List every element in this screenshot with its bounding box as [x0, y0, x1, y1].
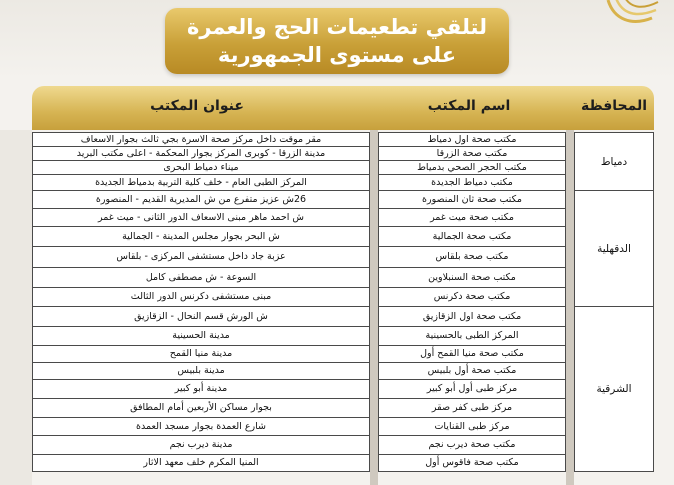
governorate-cell: دمياط	[574, 132, 654, 191]
header-office-address: عنوان المكتب	[150, 98, 244, 114]
office-name-cell: مكتب صحة الزرقا	[378, 146, 566, 161]
office-address-cell: مدينة الحسينية	[32, 326, 370, 346]
office-address-cell: ش احمد ماهر مبنى الاسعاف الدور الثانى - ميت غمر	[32, 208, 370, 227]
office-address-cell: المنيا المكرم خلف معهد الاثار	[32, 454, 370, 472]
office-name-cell: المركز الطبى بالحسينية	[378, 326, 566, 346]
office-name-cell: مركز طبى كفر صقر	[378, 398, 566, 418]
governorate-cell: الدقهلية	[574, 190, 654, 307]
office-address-cell: السوعة - ش مصطفى كامل	[32, 267, 370, 288]
office-name-cell: مكتب صحة ميت غمر	[378, 208, 566, 227]
office-address-cell: عزبة جاد داخل مستشفى المركزى - بلقاس	[32, 246, 370, 268]
office-name-cell: مكتب دمياط الجديدة	[378, 174, 566, 191]
office-address-cell: 26ش عزيز متفرع من ش المديرية القديم - المنصورة	[32, 190, 370, 209]
office-address-cell: ش البحر بجوار مجلس المدينة - الجمالية	[32, 226, 370, 247]
office-name-cell: مكتب صحة اول الزقازيق	[378, 306, 566, 327]
header-office-name: اسم المكتب	[427, 98, 511, 114]
office-name-cell: مركز طبى أول أبو كبير	[378, 379, 566, 399]
office-name-cell: مركز طبى القنايات	[378, 417, 566, 436]
office-address-cell: ش الورش قسم النحال - الزقازيق	[32, 306, 370, 327]
office-name-cell: مكتب صحة فاقوس أول	[378, 454, 566, 472]
office-name-cell: مكتب صحة الجمالية	[378, 226, 566, 247]
governorate-cell: الشرقية	[574, 306, 654, 472]
title-line-2: على مستوى الجمهورية	[217, 43, 457, 67]
office-name-cell: مكتب صحة السنبلاوين	[378, 267, 566, 288]
office-name-cell: مكتب صحة منيا القمح أول	[378, 345, 566, 363]
office-address-cell: مدينة منيا القمح	[32, 345, 370, 363]
office-address-cell: مقر موقت داخل مركز صحة الاسرة بجي ثالث بجوار الاسعاف	[32, 132, 370, 147]
office-name-cell: مكتب صحة ثان المنصورة	[378, 190, 566, 209]
office-address-cell: ميناء دمياط البحرى	[32, 160, 370, 175]
title-line-1: لتلقي تطعيمات الحج والعمرة	[186, 15, 488, 39]
office-address-cell: شارع العمدة بجوار مسجد العمدة	[32, 417, 370, 436]
office-name-cell: مكتب صحة أول بلبيس	[378, 362, 566, 380]
office-address-cell: بجوار مساكن الأربعين أمام المطافق	[32, 398, 370, 418]
office-name-cell: مكتب صحة بلقاس	[378, 246, 566, 268]
office-address-cell: مدينة أبو كبير	[32, 379, 370, 399]
office-name-cell: مكتب صحة دكرنس	[378, 287, 566, 307]
office-name-cell: مكتب صحة اول دمياط	[378, 132, 566, 147]
office-address-cell: مدينة ديرب نجم	[32, 435, 370, 455]
office-address-cell: مدينة بلبيس	[32, 362, 370, 380]
office-address-cell: مبنى مستشفى دكرنس الدور الثالث	[32, 287, 370, 307]
office-name-cell: مكتب الحجر الصحي بدمياط	[378, 160, 566, 175]
office-address-cell: مدينة الزرقا - كوبرى المركز بجوار المحكمة - اعلى مكتب البريد	[32, 146, 370, 161]
header-governorate: المحافظة	[580, 98, 648, 114]
office-name-cell: مكتب صحة ديرب نجم	[378, 435, 566, 455]
office-address-cell: المركز الطبى العام - خلف كلية التربية بدمياط الجديدة	[32, 174, 370, 191]
